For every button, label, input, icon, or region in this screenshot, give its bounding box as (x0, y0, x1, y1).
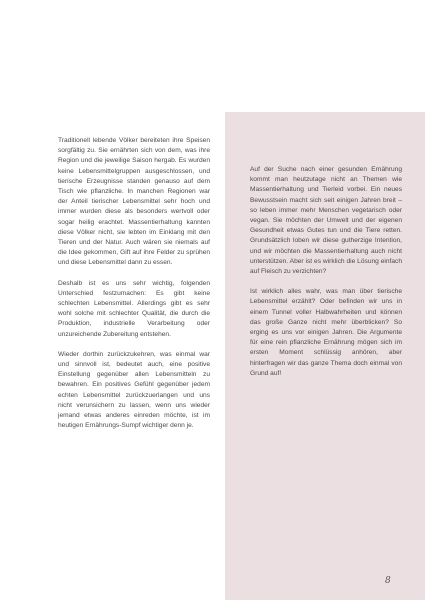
left-paragraph-1: Traditionell lebende Völker bereiteten ihre Speisen sorgfältig zu. Sie ernährten sich von dem, was ihre Region und die jeweilige Saison hergab. Es wurden keine Lebensmittelgruppen ausgeschlossen, und tierische Erzeugnisse standen genauso auf dem Tisch wie pflanzliche. In manchen Regionen war der Anteil tierischer Lebensmittel sehr hoch und immer wurden diese als besonders wertvoll oder sogar heilig erachtet. Massentierhaltung kannten diese Völker nicht, sie lebten im Einklang mit den Tieren und der Natur. Auch wären sie niemals auf die Idee gekommen, Gift auf ihre Felder zu sprühen und diese Lebensmittel dann zu essen. (58, 137, 210, 267)
left-text-column (58, 136, 210, 441)
page-number: 8 (385, 576, 391, 586)
left-paragraph-2: Deshalb ist es uns sehr wichtig, folgenden Unterschied festzumachen: Es gibt keine schlechten Lebensmittel. Allerdings gibt es sehr wohl solche mit schlechter Qualität, die durch die Produktion, industrielle Verarbeitung oder unzureichende Zubereitung entstehen. (58, 279, 210, 338)
right-text-column (250, 165, 402, 389)
left-paragraph-3: Wieder dorthin zurückzukehren, was einmal war und sinnvoll ist, bedeutet auch, eine positive Einstellung gegenüber allen Lebensmitteln zu bewahren. Ein positives Gefühl gegenüber jedem echten Lebensmittel zurückzuerlangen und uns nicht verunsichern zu lassen, wenn uns wieder jemand etwas anderes einreden möchte, ist im heutigen Ernährungs-Sumpf wichtiger denn je. (58, 350, 210, 430)
right-paragraph-2: Ist wirklich alles wahr, was man über tierische Lebensmittel erzählt? Oder befinden wir uns in einem Tunnel voller Halbwahrheiten und können das große Ganze nicht mehr überblicken? So erging es uns vor einigen Jahren. Die Argumente für eine rein pflanzliche Ernährung mögen sich im ersten Moment schlüssig anhören, aber hinterfragen wir das ganze Thema doch einmal von Grund auf! (250, 288, 402, 377)
right-paragraph-1: Auf der Suche nach einer gesunden Ernährung kommt man heutzutage nicht an Themen wie Massentierhaltung und Tierleid vorbei. Ein neues Bewusstsein macht sich seit einigen Jahren breit – so leben immer mehr Menschen vegetarisch oder vegan. Sie möchten der Umwelt und der eigenen Gesundheit etwas Gutes tun und die Tiere retten. Grundsätzlich loben wir diese gutherzige Intention, und wir möchten die Massentierhaltung auch nicht unterstützen. Aber ist es wirklich die Lösung einfach auf Fleisch zu verzichten? (250, 166, 402, 276)
